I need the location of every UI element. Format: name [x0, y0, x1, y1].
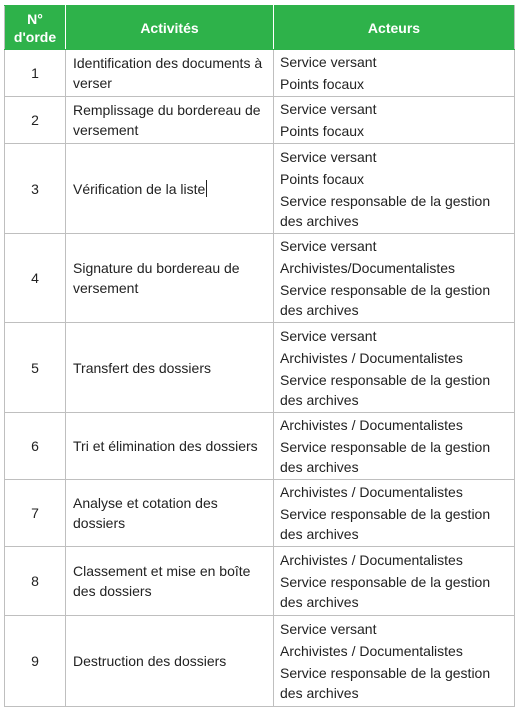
acteur-item: Archivistes / Documentalistes: [280, 552, 463, 568]
table-row: [5, 547, 515, 616]
row-activite-cell: [66, 547, 274, 616]
acteur-item: Archivistes / Documentalistes: [280, 484, 463, 500]
row-activite: Transfert des dossiers: [73, 359, 211, 376]
row-activite-cell: [66, 616, 274, 707]
row-activite-cell: [66, 50, 274, 97]
row-activite-cell: [66, 97, 274, 144]
text-cursor: [206, 180, 207, 197]
row-number: 6: [5, 413, 66, 480]
header-acteurs: Acteurs: [274, 6, 515, 50]
acteur-item: Service responsable de la gestion des archives: [280, 574, 491, 610]
table-row: [5, 480, 515, 547]
row-acteurs: [274, 547, 515, 616]
acteur-item: Service versant: [280, 327, 377, 344]
row-acteurs: [274, 97, 515, 144]
table-row: [5, 323, 515, 413]
row-acteurs: [274, 413, 515, 480]
acteur-item: Archivistes / Documentalistes: [280, 349, 463, 366]
row-number: 3: [5, 144, 66, 234]
row-acteurs: [274, 144, 515, 234]
table-row: [5, 234, 515, 323]
row-activite-cell: [66, 234, 274, 323]
row-acteurs: [274, 323, 515, 413]
row-activite-cell: [66, 413, 274, 480]
acteur-item: Service responsable de la gestion des archives: [280, 439, 491, 475]
row-acteurs: [274, 234, 515, 323]
header-activites: Activités: [66, 6, 274, 50]
acteur-item: Service responsable de la gestion des archives: [280, 371, 491, 408]
row-activite-cell[interactable]: [66, 144, 274, 234]
row-number: 8: [5, 547, 66, 616]
row-number: 2: [5, 97, 66, 144]
acteur-item: Service versant: [280, 621, 377, 637]
row-activite-cell: [66, 323, 274, 413]
table-row: [5, 144, 515, 234]
row-activite: Analyse et cotation des dossiers: [73, 495, 218, 531]
table-header-row: [5, 6, 515, 50]
row-activite-cell: [66, 480, 274, 547]
header-num-line1: N°: [27, 10, 43, 27]
row-acteurs: [274, 616, 515, 707]
acteur-item: Service versant: [280, 54, 377, 70]
table-body: [5, 50, 515, 707]
table-row: [5, 50, 515, 97]
acteur-item: Archivistes / Documentalistes: [280, 643, 463, 659]
row-acteurs: [274, 480, 515, 547]
row-activite: Destruction des dossiers: [73, 653, 227, 669]
header-num-line2: d'orde: [13, 28, 57, 45]
table-row: [5, 616, 515, 707]
acteur-item: Points focaux: [280, 123, 365, 139]
row-activite: Tri et élimination des dossiers: [73, 438, 258, 454]
acteur-item: Service responsable de la gestion des archives: [280, 192, 491, 229]
row-acteurs: [274, 50, 515, 97]
row-number: 9: [5, 616, 66, 707]
table-row: [5, 413, 515, 480]
row-number: 5: [5, 323, 66, 413]
row-number: 7: [5, 480, 66, 547]
row-number: 1: [5, 50, 66, 97]
acteur-item: Service responsable de la gestion des archives: [280, 282, 491, 318]
acteur-item: Service versant: [280, 101, 377, 117]
acteur-item: Service responsable de la gestion des archives: [280, 506, 491, 542]
row-activite: Classement et mise en boîte des dossiers: [73, 563, 251, 599]
activities-table: [4, 5, 515, 707]
table-row: [5, 97, 515, 144]
row-activite: Remplissage du bordereau de versement: [73, 102, 261, 138]
row-number: 4: [5, 234, 66, 323]
acteur-item: Archivistes / Documentalistes: [280, 417, 463, 433]
row-activite: Identification des documents à verser: [73, 55, 263, 91]
acteur-item: Service versant: [280, 148, 377, 165]
acteur-item: Service responsable de la gestion des archives: [280, 665, 491, 701]
row-activite: Signature du bordereau de versement: [73, 260, 240, 296]
acteur-item: Points focaux: [280, 76, 365, 92]
header-num: [5, 6, 66, 50]
acteur-item: Points focaux: [280, 170, 365, 187]
acteur-item: Archivistes/Documentalistes: [280, 260, 456, 276]
row-activite: Vérification de la liste: [73, 180, 206, 197]
acteur-item: Service versant: [280, 238, 377, 254]
